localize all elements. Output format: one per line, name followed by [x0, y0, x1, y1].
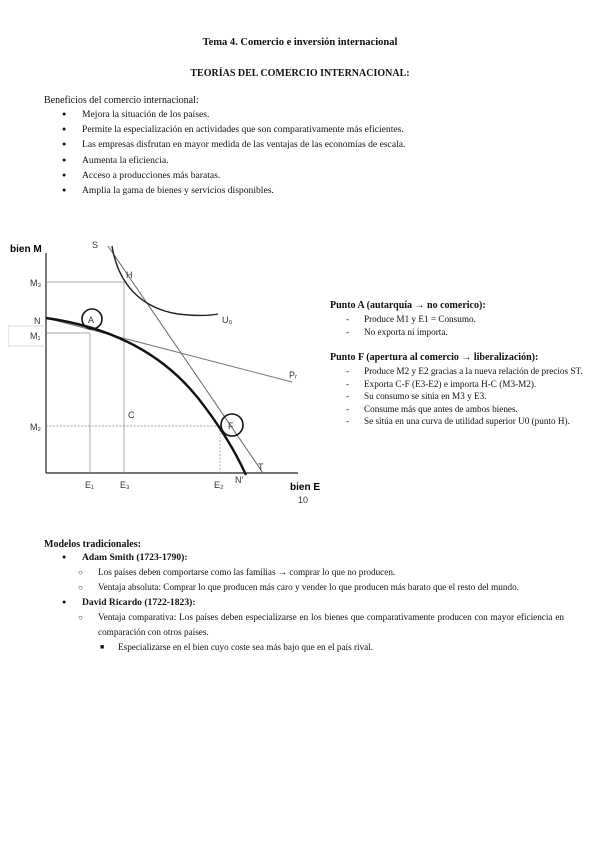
- section-title: TEORÍAS DEL COMERCIO INTERNACIONAL:: [190, 68, 410, 79]
- list-item: ■ Especializarse en el bien cuyo coste sea más bajo que en el país rival.: [100, 642, 374, 652]
- list-item: ● Aumenta la eficiencia.: [62, 153, 564, 168]
- ricardo-item: ● David Ricardo (1722-1823):: [62, 597, 196, 608]
- label-s: S: [92, 240, 99, 250]
- label-m1: M₁: [30, 331, 41, 341]
- label-n: N: [34, 316, 41, 326]
- list-item: ● Permite la especialización en actividades que son comparativamente más eficientes.: [62, 122, 564, 137]
- list-item: ● Las empresas disfrutan en mayor medida de las ventajas de las economías de escala.: [62, 137, 564, 152]
- smith-name: Adam Smith (1723-1790):: [82, 552, 188, 563]
- list-item: ○ Ventaja comparativa: Los países deben especializarse en los bienes que comparativamente producen con mayor eficiencia en comparación con otros países.: [78, 612, 564, 637]
- label-t: T: [258, 462, 264, 472]
- production-frontier: [46, 318, 246, 475]
- label-u0: U₀: [222, 315, 233, 325]
- label-e2: E₂: [214, 480, 224, 490]
- x-axis-label: bien E: [290, 482, 321, 493]
- label-m3: M₃: [30, 278, 42, 288]
- smith-item: ● Adam Smith (1723-1790):: [62, 552, 188, 563]
- list-item: - Su consumo se sitúa en M3 y E3.: [346, 390, 592, 403]
- point-f-title: Punto F (apertura al comercio → liberalización):: [330, 352, 539, 363]
- benefits-section: [44, 95, 564, 198]
- list-item: ● Amplía la gama de bienes y servicios disponibles.: [62, 183, 564, 198]
- utility-curve: [112, 246, 218, 316]
- list-item: ● Acceso a producciones más baratas.: [62, 168, 564, 183]
- list-item: ○ Los países deben comportarse como las familias → comprar lo que no producen.: [78, 567, 396, 577]
- list-item: - Exporta C-F (E3-E2) e importa H-C (M3-M2).: [346, 378, 592, 391]
- label-n-prime: N': [235, 475, 244, 485]
- point-f-list: [346, 365, 592, 428]
- list-item: - Consume más que antes de ambos bienes.: [346, 403, 592, 416]
- traditional-heading: Modelos tradicionales:: [44, 539, 141, 550]
- point-a-section: [330, 300, 592, 338]
- price-line-pr: [46, 318, 292, 382]
- ricardo-name: David Ricardo (1722-1823):: [82, 597, 196, 608]
- point-f-section: [330, 352, 592, 428]
- page-number: 10: [298, 495, 309, 505]
- page-title: Tema 4. Comercio e inversión internacional: [202, 37, 398, 48]
- benefits-list: [62, 107, 564, 198]
- point-a-title: Punto A (autarquía → no comerico):: [330, 300, 486, 311]
- list-item: - Produce M2 y E2 gracias a la nueva relación de precios ST.: [346, 365, 592, 378]
- y-axis-label: bien M: [10, 244, 42, 255]
- label-f: F: [228, 421, 234, 431]
- label-e1: E₁: [85, 480, 95, 490]
- label-h: H: [126, 270, 133, 280]
- label-a: A: [88, 315, 95, 325]
- traditional-models-section: [44, 539, 564, 655]
- list-item: ● Mejora la situación de los países.: [62, 107, 564, 122]
- label-c: C: [128, 410, 135, 420]
- list-item: - Se sitúa en una curva de utilidad superior U0 (punto H).: [346, 415, 592, 428]
- trade-diagram: [8, 238, 328, 513]
- benefits-heading: Beneficios del comercio internacional:: [44, 95, 199, 106]
- list-item: ○ Ventaja absoluta: Comprar lo que producen más caro y vender lo que producen más barato que el resto del mundo.: [78, 582, 519, 592]
- label-e3: E₃: [120, 480, 130, 490]
- label-m2: M₂: [30, 422, 41, 432]
- list-item: - Produce M1 y E1 = Consumo.: [346, 313, 592, 326]
- point-a-list: [346, 313, 592, 338]
- label-pr: Pᵣ: [289, 370, 298, 380]
- list-item: - No exporta ni importa.: [346, 326, 592, 339]
- price-line-st: [108, 246, 263, 473]
